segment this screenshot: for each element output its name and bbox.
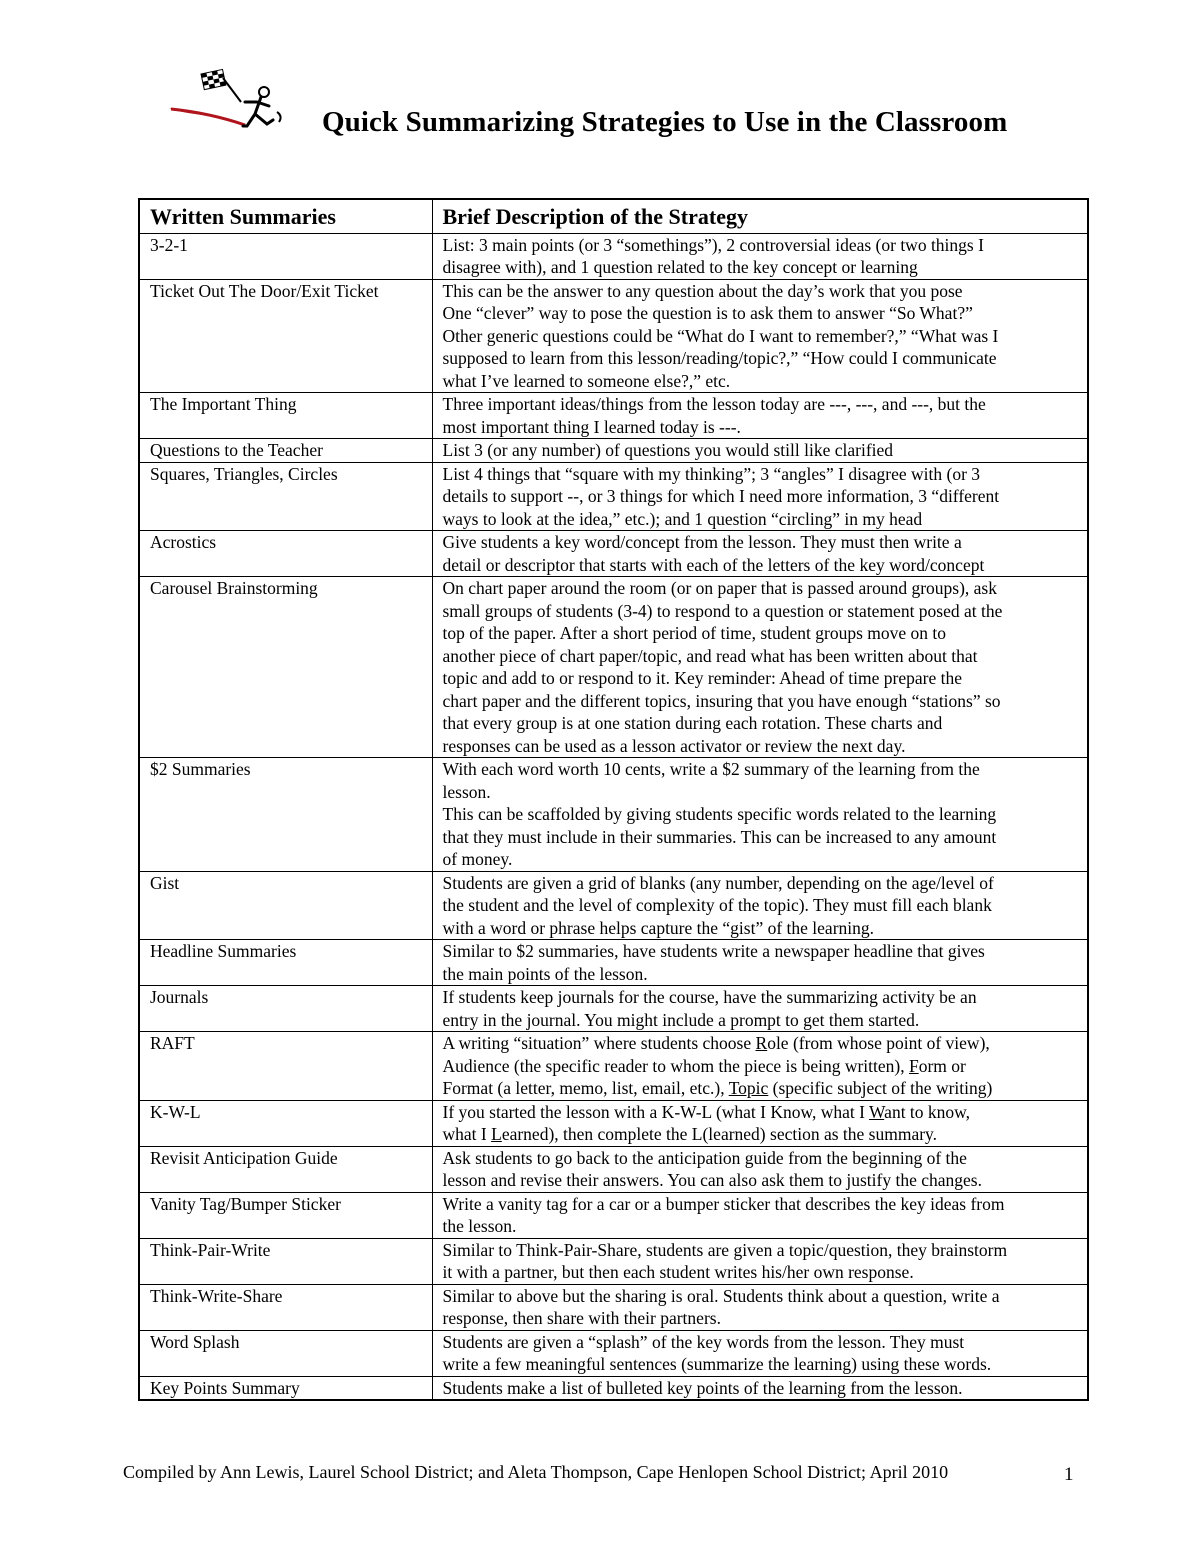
table-header-row: [139, 199, 1088, 233]
strategy-description: [432, 1146, 1088, 1192]
strategy-name: Word Splash: [139, 1330, 432, 1376]
description-line: Students make a list of bulleted key points of the learning from the lesson.: [442, 1377, 963, 1398]
table-row: [139, 758, 1088, 872]
table-row: [139, 393, 1088, 439]
description-line: Audience (the specific reader to whom the piece is being written), Form or: [442, 1055, 966, 1076]
strategy-description: [432, 758, 1088, 872]
strategy-description: [432, 439, 1088, 463]
column-header-brief-description: Brief Description of the Strategy: [432, 199, 1088, 233]
table-row: [139, 1284, 1088, 1330]
description-line: ways to look at the idea,” etc.); and 1 question “circling” in my head: [442, 508, 923, 529]
strategy-name: Gist: [139, 871, 432, 940]
table-row: [139, 1192, 1088, 1238]
description-line: the student and the level of complexity of the topic). They must fill each blank: [442, 895, 992, 915]
strategy-description: [432, 1284, 1088, 1330]
strategy-name: Think-Write-Share: [139, 1284, 432, 1330]
description-line: what I Learned), then complete the L(learned) section as the summary.: [442, 1124, 938, 1144]
strategy-name: $2 Summaries: [139, 758, 432, 872]
description-line: write a few meaningful sentences (summarize the learning) using these words.: [442, 1354, 992, 1374]
strategy-name: Journals: [139, 986, 432, 1032]
table-row: [139, 531, 1088, 577]
strategy-name: The Important Thing: [139, 393, 432, 439]
description-line: disagree with), and 1 question related to the key concept or learning: [442, 257, 918, 277]
description-line: Similar to Think-Pair-Share, students are given a topic/question, they brainstorm: [442, 1239, 1008, 1260]
strategy-description: [432, 531, 1088, 577]
description-line: chart paper and the different topics, insuring that you have enough “stations” so: [442, 690, 1001, 711]
description-line: it with a partner, but then each student writes his/her own response.: [442, 1262, 914, 1282]
strategy-name: Ticket Out The Door/Exit Ticket: [139, 279, 432, 393]
strategy-name: Squares, Triangles, Circles: [139, 462, 432, 531]
description-line: Format (a letter, memo, list, email, etc.), Topic (specific subject of the writing): [442, 1078, 993, 1098]
column-header-written-summaries: Written Summaries: [139, 199, 432, 233]
strategy-name: Key Points Summary: [139, 1376, 432, 1400]
description-line: response, then share with their partners.: [442, 1308, 721, 1328]
strategy-description: [432, 1100, 1088, 1146]
description-line: detail or descriptor that starts with each of the letters of the key word/concept: [442, 554, 985, 575]
strategies-table: [138, 198, 1089, 1401]
table-row: [139, 233, 1088, 279]
table-row: [139, 1330, 1088, 1376]
table-row: [139, 986, 1088, 1032]
description-line: List 3 (or any number) of questions you would still like clarified: [442, 440, 894, 460]
strategy-name: Carousel Brainstorming: [139, 577, 432, 758]
table-row: [139, 1146, 1088, 1192]
description-line: that they must include in their summaries. This can be increased to any amount: [442, 826, 997, 847]
table-row: [139, 462, 1088, 531]
description-line: Three important ideas/things from the lesson today are ---, ---, and ---, but the: [442, 394, 986, 414]
table-row: [139, 1100, 1088, 1146]
description-line: This can be scaffolded by giving students specific words related to the learning: [442, 804, 997, 824]
table-row: [139, 940, 1088, 986]
strategy-description: [432, 1330, 1088, 1376]
strategy-name: Questions to the Teacher: [139, 439, 432, 463]
description-line: lesson and revise their answers. You can also ask them to justify the changes.: [442, 1170, 982, 1190]
description-line: top of the paper. After a short period of time, student groups move on to: [442, 623, 947, 643]
description-line: entry in the journal. You might include a prompt to get them started.: [442, 1009, 920, 1030]
strategy-name: RAFT: [139, 1032, 432, 1101]
strategy-name: Headline Summaries: [139, 940, 432, 986]
strategies-table-container: [138, 198, 1087, 1401]
strategy-description: [432, 940, 1088, 986]
table-row: [139, 439, 1088, 463]
description-line: A writing “situation” where students choose Role (from whose point of view),: [442, 1033, 990, 1053]
strategy-name: 3-2-1: [139, 233, 432, 279]
description-line: Give students a key word/concept from the lesson. They must then write a: [442, 532, 962, 552]
strategy-name: Revisit Anticipation Guide: [139, 1146, 432, 1192]
description-line: the main points of the lesson.: [442, 963, 648, 984]
strategy-name: Acrostics: [139, 531, 432, 577]
checkered-flag-runner-logo: [165, 68, 293, 140]
table-row: [139, 1032, 1088, 1101]
description-line: small groups of students (3-4) to respond to a question or statement posed at the: [442, 600, 1003, 621]
description-line: lesson.: [442, 781, 491, 802]
description-line: On chart paper around the room (or on paper that is passed around groups), ask: [442, 578, 997, 598]
description-line: If students keep journals for the course, have the summarizing activity be an: [442, 987, 977, 1007]
strategy-description: [432, 1376, 1088, 1400]
strategy-description: [432, 1032, 1088, 1101]
page-number: 1: [1064, 1464, 1074, 1485]
description-line: Write a vanity tag for a car or a bumper sticker that describes the key ideas from: [442, 1193, 1005, 1214]
description-line: Ask students to go back to the anticipation guide from the beginning of the: [442, 1147, 967, 1168]
description-line: With each word worth 10 cents, write a $2 summary of the learning from the: [442, 759, 980, 779]
description-line: another piece of chart paper/topic, and read what has been written about that: [442, 645, 978, 666]
strategy-description: [432, 279, 1088, 393]
description-line: what I’ve learned to someone else?,” etc.: [442, 370, 731, 391]
description-line: If you started the lesson with a K-W-L (what I Know, what I Want to know,: [442, 1101, 971, 1122]
strategy-description: [432, 233, 1088, 279]
table-row: [139, 1376, 1088, 1400]
description-line: of money.: [442, 849, 513, 869]
strategy-description: [432, 462, 1088, 531]
strategy-description: [432, 1238, 1088, 1284]
description-line: responses can be used as a lesson activator or review the next day.: [442, 735, 906, 756]
description-line: topic and add to or respond to it. Key reminder: Ahead of time prepare the: [442, 668, 962, 688]
strategy-description: [432, 393, 1088, 439]
description-line: List 4 things that “square with my thinking”; 3 “angles” I disagree with (or 3: [442, 463, 981, 484]
description-line: Students are given a “splash” of the key words from the lesson. They must: [442, 1331, 965, 1352]
description-line: Other generic questions could be “What do I want to remember?,” “What was I: [442, 325, 999, 346]
strategy-name: Vanity Tag/Bumper Sticker: [139, 1192, 432, 1238]
description-line: that every group is at one station during each rotation. These charts and: [442, 713, 943, 733]
table-row: [139, 1238, 1088, 1284]
strategy-description: [432, 1192, 1088, 1238]
description-line: Students are given a grid of blanks (any number, depending on the age/level of: [442, 872, 994, 893]
description-line: supposed to learn from this lesson/reading/topic?,” “How could I communicate: [442, 348, 997, 368]
strategy-description: [432, 986, 1088, 1032]
strategy-name: Think-Pair-Write: [139, 1238, 432, 1284]
strategy-description: [432, 871, 1088, 940]
table-row: [139, 871, 1088, 940]
description-line: Similar to $2 summaries, have students write a newspaper headline that gives: [442, 941, 985, 961]
description-line: with a word or phrase helps capture the “gist” of the learning.: [442, 917, 875, 938]
table-body: [139, 233, 1088, 1400]
description-line: List: 3 main points (or 3 “somethings”), 2 controversial ideas (or two things I: [442, 234, 984, 255]
page-title: Quick Summarizing Strategies to Use in the Classroom: [322, 106, 1008, 138]
strategy-description: [432, 577, 1088, 758]
description-line: This can be the answer to any question about the day’s work that you pose: [442, 280, 963, 301]
description-line: the lesson.: [442, 1216, 517, 1236]
description-line: details to support --, or 3 things for which I need more information, 3 “different: [442, 486, 1000, 506]
table-row: [139, 577, 1088, 758]
table-row: [139, 279, 1088, 393]
strategy-name: K-W-L: [139, 1100, 432, 1146]
description-line: One “clever” way to pose the question is to ask them to answer “So What?”: [442, 303, 973, 323]
description-line: Similar to above but the sharing is oral. Students think about a question, write a: [442, 1285, 1000, 1306]
footer-credit: Compiled by Ann Lewis, Laurel School District; and Aleta Thompson, Cape Henlopen School District; April 2010: [123, 1462, 949, 1482]
description-line: most important thing I learned today is ---.: [442, 416, 741, 437]
